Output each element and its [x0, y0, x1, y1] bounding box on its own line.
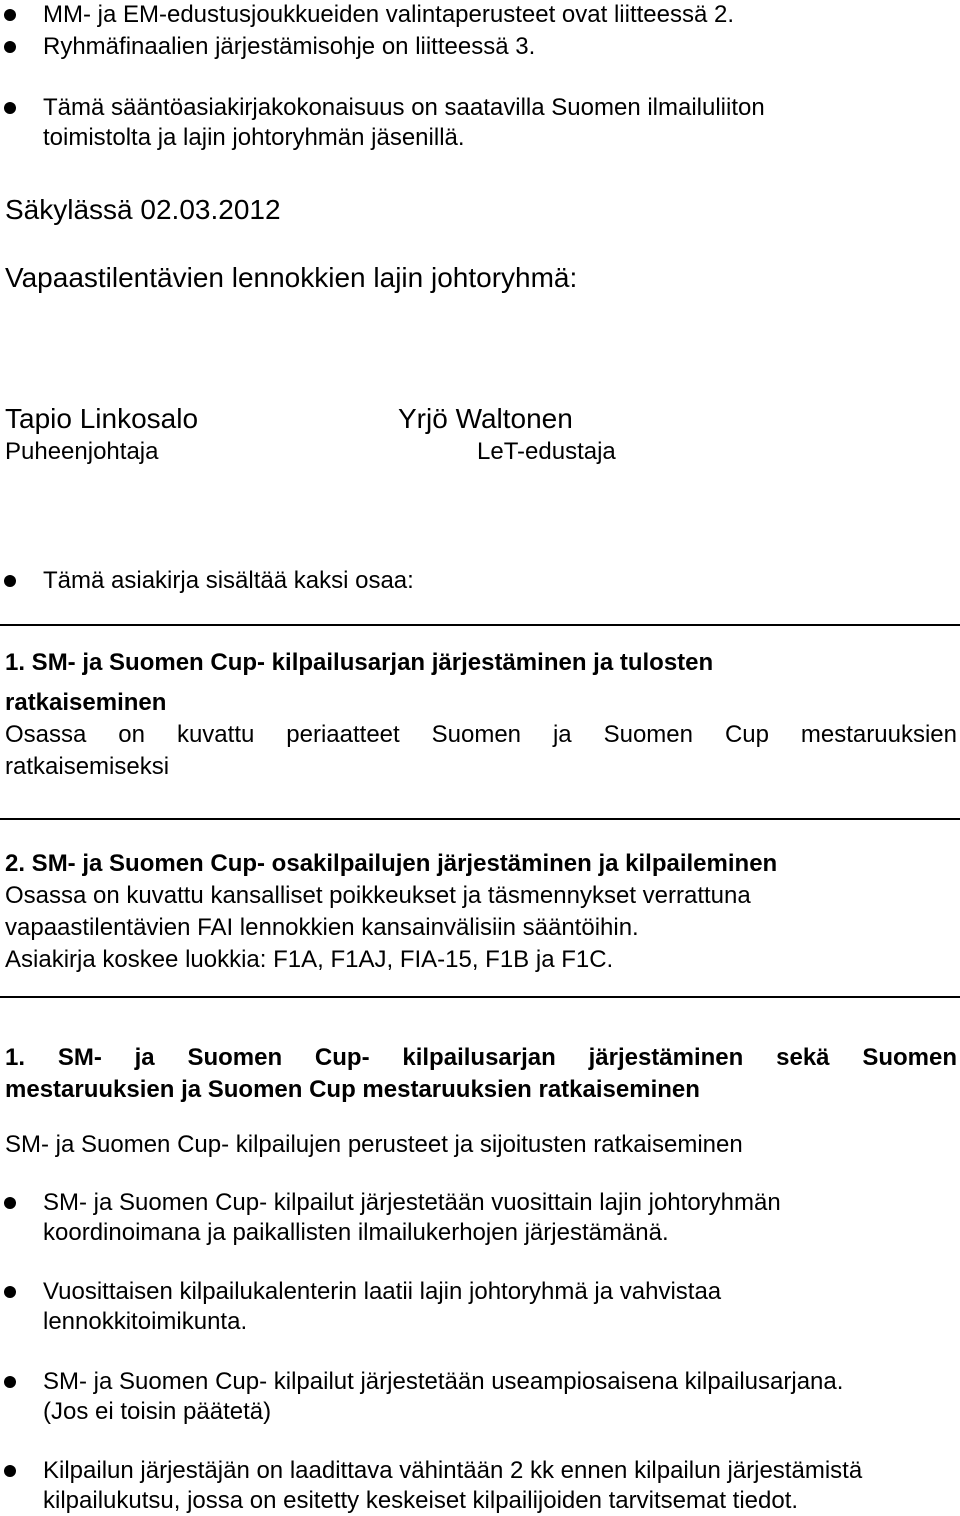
part-title: 2. SM- ja Suomen Cup- osakilpailujen järjestäminen ja kilpaileminen: [5, 850, 778, 877]
committee-heading: Vapaastilentävien lennokkien lajin johtoryhmä:: [5, 262, 578, 293]
signatory-role: Puheenjohtaja: [5, 438, 159, 465]
section-heading-line: mestaruuksien ja Suomen Cup mestaruuksien ratkaiseminen: [5, 1076, 700, 1103]
bullet-text: Kilpailun järjestäjän on laadittava vähintään 2 kk ennen kilpailun järjestämistä: [43, 1457, 863, 1484]
bullet-icon: [4, 1376, 16, 1388]
bullet-text: Tämä sääntöasiakirjakokonaisuus on saatavilla Suomen ilmailuliiton: [43, 94, 765, 121]
bullet-text: kilpailukutsu, jossa on esitetty keskeiset kilpailijoiden tarvitsemat tiedot.: [43, 1487, 799, 1514]
bullet-icon: [4, 575, 16, 587]
bullet-text: Tämä asiakirja sisältää kaksi osaa:: [43, 567, 414, 594]
bullet-text: lennokkitoimikunta.: [43, 1308, 248, 1335]
bullet-text: Vuosittaisen kilpailukalenterin laatii lajin johtoryhmä ja vahvistaa: [43, 1278, 722, 1305]
section-heading-line: 1. SM- ja Suomen Cup- kilpailusarjan järjestäminen sekä Suomen: [5, 1044, 957, 1071]
part-description: Osassa on kuvattu kansalliset poikkeukset ja täsmennykset verrattuna: [5, 882, 751, 909]
part-description: Osassa on kuvattu periaatteet Suomen ja Suomen Cup mestaruuksien: [5, 721, 957, 748]
bullet-text: koordinoimana ja paikallisten ilmailukerhojen järjestämänä.: [43, 1219, 669, 1246]
bullet-text: SM- ja Suomen Cup- kilpailut järjestetään vuosittain lajin johtoryhmän: [43, 1189, 781, 1216]
signatory-role: LeT-edustaja: [477, 438, 616, 465]
section-heading: [5, 1042, 960, 1106]
part-title: 1. SM- ja Suomen Cup- kilpailusarjan järjestäminen ja tulosten: [5, 649, 714, 676]
bullet-text: Ryhmäfinaalien järjestämisohje on liitteessä 3.: [43, 33, 536, 60]
bullet-text: (Jos ei toisin päätetä): [43, 1398, 272, 1425]
part-block: [5, 848, 960, 976]
bullet-icon: [4, 9, 16, 21]
bullet-text: toimistolta ja lajin johtoryhmän jäsenillä.: [43, 124, 465, 151]
signatory-name: Yrjö Waltonen: [398, 403, 573, 434]
bullet-icon: [4, 102, 16, 114]
bullet-text: MM- ja EM-edustusjoukkueiden valintaperusteet ovat liitteessä 2.: [43, 1, 735, 28]
section-subheading: SM- ja Suomen Cup- kilpailujen perusteet ja sijoitusten ratkaiseminen: [5, 1131, 743, 1158]
part-title: ratkaiseminen: [5, 689, 167, 716]
place-date: Säkylässä 02.03.2012: [5, 194, 281, 225]
bullet-icon: [4, 1465, 16, 1477]
divider: [0, 624, 960, 626]
bullet-icon: [4, 1286, 16, 1298]
part-block: [5, 647, 960, 783]
part-description: ratkaisemiseksi: [5, 753, 170, 780]
divider: [0, 996, 960, 998]
signatory-name: Tapio Linkosalo: [5, 403, 199, 434]
part-description: Asiakirja koskee luokkia: F1A, F1AJ, FIA-15, F1B ja F1C.: [5, 946, 614, 973]
bullet-text: SM- ja Suomen Cup- kilpailut järjestetään useampiosaisena kilpailusarjana.: [43, 1368, 844, 1395]
part-description: vapaastilentävien FAI lennokkien kansainvälisiin sääntöihin.: [5, 914, 639, 941]
divider: [0, 818, 960, 820]
bullet-icon: [4, 1197, 16, 1209]
bullet-icon: [4, 41, 16, 53]
